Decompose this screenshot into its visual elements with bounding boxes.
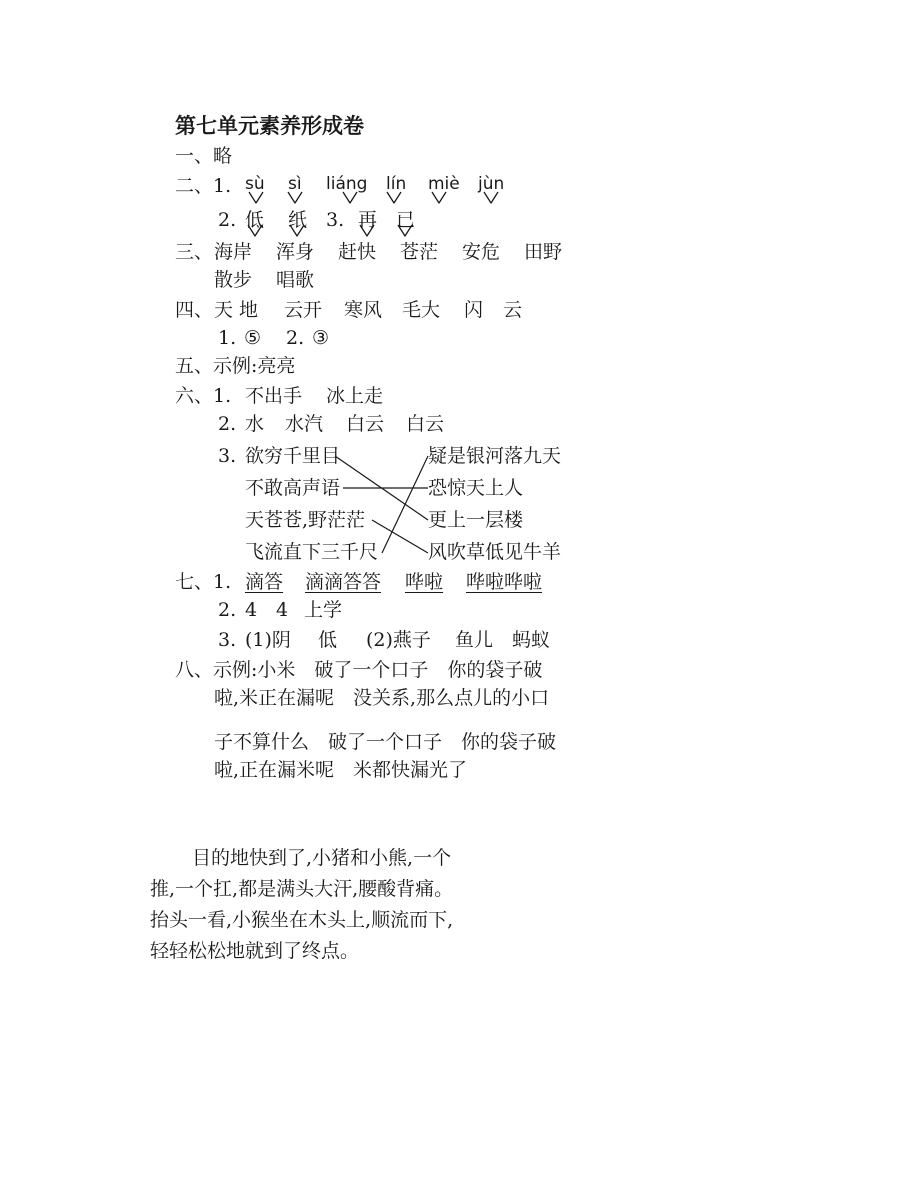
- story-line-1: 目的地快到了,小猪和小熊,一个: [192, 847, 452, 869]
- match-line-3: [372, 520, 428, 553]
- section-7-l1-word-4: 哗啦哗啦: [466, 571, 543, 593]
- poem-right-3: 更上一层楼: [428, 509, 524, 531]
- poem-left-2: 不敢高声语: [245, 477, 341, 499]
- section-7-item-3-number: 3.: [218, 629, 237, 651]
- check-mark-8: [290, 225, 304, 236]
- pinyin-4: lín: [386, 174, 407, 194]
- section-7-l3-word-4: 鱼儿: [455, 629, 494, 651]
- page-title: 第七单元素养形成卷: [175, 114, 364, 138]
- section-3-word-6: 田野: [524, 241, 563, 263]
- section-2-char-already: 已: [396, 209, 416, 231]
- check-mark-1: [249, 192, 263, 203]
- section-6-l1-word-1: 不出手: [245, 385, 303, 407]
- section-6-l1-word-2: 冰上走: [326, 385, 384, 407]
- check-mark-5: [432, 192, 446, 203]
- section-2-item-3-number: 3.: [326, 209, 345, 231]
- pinyin-3: liáng: [326, 174, 368, 194]
- story-line-4: 轻轻松松地就到了终点。: [150, 940, 360, 962]
- section-6-l2-word-1: 水: [245, 413, 265, 435]
- check-mark-10: [398, 225, 412, 236]
- section-3-word-5: 安危: [462, 241, 501, 263]
- section-4-word-6: 云: [503, 299, 523, 321]
- section-3-word-8: 唱歌: [276, 269, 315, 291]
- match-line-4: [382, 456, 428, 553]
- section-1: 一、略: [175, 145, 233, 167]
- section-4-item-2-answer: ③: [312, 327, 330, 349]
- section-3-word-4: 苍茫: [400, 241, 439, 263]
- section-2-char-paper: 纸: [288, 209, 308, 231]
- section-7-l3-word-5: 蚂蚁: [512, 629, 551, 651]
- section-5: 五、示例:亮亮: [175, 355, 296, 377]
- section-4-word-5: 闪: [464, 299, 484, 321]
- check-mark-9: [360, 225, 374, 236]
- poem-right-4: 风吹草低见牛羊: [428, 541, 562, 563]
- section-7-l1-word-2: 滴滴答答: [305, 571, 382, 593]
- section-2-char-again: 再: [358, 209, 378, 231]
- section-4-word-1: 天 地: [214, 299, 259, 321]
- section-8-line-2: 啦,米正在漏呢 没关系,那么点儿的小口: [214, 687, 550, 709]
- poem-left-1: 欲穷千里目: [245, 445, 341, 467]
- section-4-word-2: 云开: [284, 299, 323, 321]
- pinyin-6: jùn: [478, 174, 505, 194]
- tone-check-marks: [248, 192, 498, 236]
- poem-left-4: 飞流直下三千尺: [245, 541, 379, 563]
- section-7-l2-word-2: 4: [276, 599, 289, 621]
- section-8-line-1: 八、示例:小米 破了一个口子 你的袋子破: [175, 659, 543, 681]
- section-7-l1-word-3: 哗啦: [405, 571, 444, 593]
- section-3-word-2: 浑身: [276, 241, 315, 263]
- section-4-item-2-number: 2.: [286, 327, 305, 349]
- check-mark-6: [484, 192, 498, 203]
- section-6-l2-word-2: 水汽: [285, 413, 324, 435]
- check-mark-7: [248, 225, 262, 236]
- section-2-number: 二、1.: [175, 175, 232, 197]
- section-7-l2-word-1: 4: [245, 599, 258, 621]
- section-6-l2-word-4: 白云: [406, 413, 445, 435]
- section-3-word-1: 海岸: [214, 241, 253, 263]
- matching-lines: [335, 456, 428, 553]
- section-7-l3-word-2: 低: [318, 629, 338, 651]
- section-4-item-1-number: 1.: [218, 327, 237, 349]
- story-line-3: 抬头一看,小猴坐在木头上,顺流而下,: [150, 909, 454, 931]
- section-3-number: 三、: [175, 241, 214, 263]
- section-7-item-2-number: 2.: [218, 599, 237, 621]
- check-mark-3: [343, 192, 357, 203]
- check-mark-2: [288, 192, 302, 203]
- section-4-number: 四、: [175, 299, 214, 321]
- section-4-word-4: 毛大: [402, 299, 441, 321]
- section-6-number: 六、1.: [175, 385, 232, 407]
- pinyin-5: miè: [428, 174, 460, 194]
- section-4-item-1-answer: ⑤: [244, 327, 262, 349]
- poem-right-2: 恐惊天上人: [428, 477, 524, 499]
- check-mark-4: [387, 192, 401, 203]
- section-7-number: 七、1.: [175, 571, 232, 593]
- section-3-word-7: 散步: [214, 269, 253, 291]
- section-2-char-low: 低: [245, 209, 265, 231]
- poem-left-3: 天苍苍,野茫茫: [245, 509, 366, 531]
- section-3-word-3: 赶快: [338, 241, 377, 263]
- section-2-item-2-number: 2.: [218, 209, 237, 231]
- poem-right-1: 疑是银河落九天: [428, 445, 562, 467]
- section-7-l3-word-3: (2)燕子: [366, 629, 431, 651]
- pinyin-1: sù: [245, 174, 265, 194]
- section-6-l2-word-3: 白云: [346, 413, 385, 435]
- section-7-l2-word-3: 上学: [304, 599, 343, 621]
- story-line-2: 推,一个扛,都是满头大汗,腰酸背痛。: [150, 878, 454, 900]
- section-8-line-3: 子不算什么 破了一个口子 你的袋子破: [214, 731, 557, 753]
- section-8-line-4: 啦,正在漏米呢 米都快漏光了: [214, 759, 468, 781]
- section-7-l1-word-1: 滴答: [245, 571, 284, 593]
- section-6-item-3-number: 3.: [218, 445, 237, 467]
- section-4-word-3: 寒风: [344, 299, 383, 321]
- section-7-l3-word-1: (1)阴: [245, 629, 291, 651]
- pinyin-2: sì: [288, 174, 302, 194]
- section-6-item-2-number: 2.: [218, 413, 237, 435]
